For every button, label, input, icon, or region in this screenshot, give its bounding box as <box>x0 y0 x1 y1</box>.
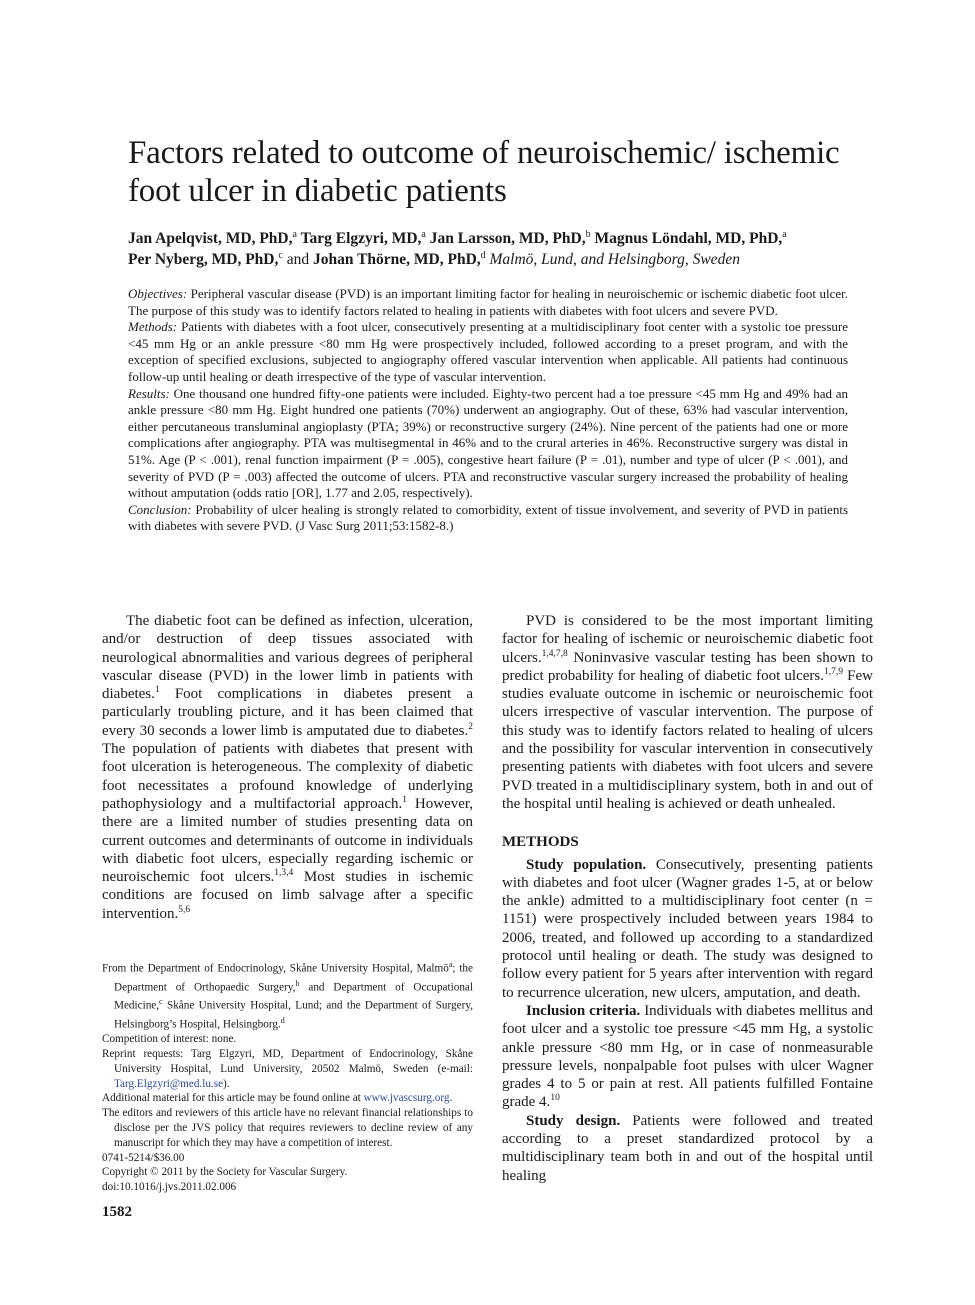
reference-marker[interactable]: 1 <box>154 685 160 696</box>
affiliation-note: From the Department of Endocrinology, Skåne University Hospital, Malmö$^a$; the Department of Orthopaedic Surgery,$^b$ and Department of Occupational Medicine,$^c$ Skåne University Hospital, Lund; and the Department of Surgery, Helsingborg’s Hospital, Helsingborg.$^d$ <box>102 960 474 1031</box>
competition-note: Competition of interest: none. <box>102 1033 237 1046</box>
page-number: 1582 <box>102 1204 132 1220</box>
author-conjunction: and <box>286 251 310 268</box>
abstract-objectives: Objectives: Peripheral vascular disease (PVD) is an important limiting factor for healing in neuroischemic or ischemic diabetic foot ulcer. The purpose of this study was to identify factors related to healing in patients with diabetes with foot ulcers and severe PVD. <box>128 286 848 318</box>
affiliation-marker: a <box>782 228 787 240</box>
issn-note: 0741-5214/$36.00 <box>102 1151 185 1164</box>
email-link[interactable]: Targ.Elgzyri@med.lu.se <box>114 1077 224 1090</box>
affiliation-marker: d <box>480 249 486 261</box>
affiliation-marker: b <box>585 228 591 240</box>
author-name: Per Nyberg, MD, PhD, <box>128 251 279 268</box>
journal-link[interactable]: www.jvascsurg.org <box>363 1092 450 1105</box>
reference-marker[interactable]: 1 <box>402 794 407 805</box>
article-title: Factors related to outcome of neuroischemic/ ischemic foot ulcer in diabetic patients <box>128 135 840 209</box>
abstract-conclusion: Conclusion: Probability of ulcer healing is strongly related to comorbidity, extent of tissue involvement, and severity of PVD in patients with diabetes with severe PVD. (J Vasc Surg 2011;53:1582-8.) <box>128 501 849 534</box>
author-name: Magnus Löndahl, MD, PhD, <box>594 230 783 247</box>
author-name: Jan Larsson, MD, PhD, <box>429 230 586 247</box>
editors-note: The editors and reviewers of this article have no relevant financial relationships to disclose per the JVS policy that requires reviewers to decline review of any manuscript for which they may have a competition of interest. <box>102 1107 473 1149</box>
affiliation-marker: a <box>292 228 297 240</box>
copyright-note: Copyright © 2011 by the Society for Vascular Surgery. <box>102 1166 348 1179</box>
inclusion-criteria-paragraph: Inclusion criteria. Individuals with diabetes mellitus and foot ulcer and a systolic toe pressure <45 mm Hg, a systolic ankle pressure <80 mm Hg, or in case of nonmeasurable pressure levels, nonpalpable foot pulses with ulcer Wagner grades 4 to 5 or pain at rest. All patients fulfilled Fontaine grade 4.10 <box>502 1002 874 1111</box>
abstract-results: Results: One thousand one hundred fifty-one patients were included. Eighty-two percent had a toe pressure <45 mm Hg and 49% had an ankle pressure <80 mm Hg. Eight hundred one patients (70%) underwent an angiography. Out of these, 63% had vascular intervention, either percutaneous transluminal angioplasty (PTA; 39%) or reconstructive surgery (24%). Nine percent of the patients had one or more complications after angiography. PTA was multisegmental in 46% and to the crural arteries in 46%. Reconstructive surgery was distal in 51%. Age (P < .001), renal function impairment (P = .005), congestive heart failure (P = .01), number and type of ulcer (P < .001), and severity of PVD (P = .003) affected the outcome of ulcers. PTA and reconstructive vascular surgery increased the probability of healing without amputation (odds ratio [OR], 1.77 and 2.05, respectively). <box>128 385 848 501</box>
reference-marker[interactable]: 1,7,9 <box>823 666 843 677</box>
affiliation-marker: a <box>421 228 426 240</box>
study-design-paragraph: Study design. Patients were followed and treated according to a preset standardized protocol by a multidisciplinary team both in and out of the hospital until healing <box>502 1112 874 1184</box>
abstract-methods: Methods: Patients with diabetes with a foot ulcer, consecutively presenting at a multidisciplinary foot center with a systolic toe pressure <45 mm Hg or an ankle pressure <80 mm Hg were prospectively included, followed according to a preset program, and with the exception of specified exclusions, subjected to angiography offered vascular intervention when applicable. All patients had continuous follow-up until healing or death irrespective of the type of vascular intervention. <box>128 319 848 384</box>
author-name: Targ Elgzyri, MD, <box>300 230 422 247</box>
author-name: Jan Apelqvist, MD, PhD, <box>128 230 293 247</box>
affiliation-marker: c <box>278 249 283 261</box>
reprint-note: Reprint requests: Targ Elgzyri, MD, Department of Endocrinology, Skåne University Hospital, Lund University, 20502 Malmö, Sweden (e-mail: Targ.Elgzyri@med.lu.se). <box>102 1047 473 1090</box>
reference-marker[interactable]: 2 <box>468 721 473 732</box>
section-heading-methods: METHODS <box>502 834 579 851</box>
intro-paragraph: PVD is considered to be the most important limiting factor for healing of ischemic or neuroischemic diabetic foot ulcers.$^{1,4,7,8}$ Noninvasive vascular testing has been shown to predict probability for healing of diabetic foot ulcers.$^{1,7,9}$ Few studies evaluate outcome in ischemic or neuroischemic foot ulcers irrespective of vascular intervention. The purpose of this study was to identify factors related to healing of ulcers and the possibility for vascular intervention in consecutively presenting patients with diabetes with foot ulcers and severe PVD treated in a multidisciplinary system, both in and out of the hospital until healing is achieved or death unhealed. <box>502 613 873 812</box>
journal-citation: (J Vasc Surg 2011;53:1582-8.) <box>295 518 454 534</box>
study-population-paragraph: Study population. Consecutively, presenting patients with diabetes and foot ulcer (Wagner grades 1-5, at or below the ankle) admitted to a multidisciplinary foot center (n = 1151) were prospectively included between years 1984 to 2006, treated, and followed up according to a standardized protocol until healing or death. The study was designed to follow every patient for 5 years after intervention with regard to recurrence ulceration, new ulcers, amputation, and death. <box>502 856 873 1001</box>
author-name: Johan Thörne, MD, PhD, <box>312 251 481 268</box>
reference-marker[interactable]: 10 <box>550 1093 560 1104</box>
author-list <box>128 228 858 270</box>
reference-marker[interactable]: 1,4,7,8 <box>541 648 568 659</box>
left-column <box>102 612 473 923</box>
footnotes <box>102 958 473 1195</box>
abstract <box>128 286 848 535</box>
author-location: Malmö, Lund, and Helsingborg, Sweden <box>489 251 740 268</box>
intro-paragraph: The diabetic foot can be defined as infection, ulceration, and/or destruction of deep tissues associated with neurological abnormalities and various degrees of peripheral vascular disease (PVD) in the lower limb in patients with diabetes.$^1$ Foot complications in diabetes present a particularly troubling picture, and it has been claimed that every 30 seconds a lower limb is amputated due to diabetes.$^2$ The population of patients with diabetes that present with foot ulceration is heterogeneous. The complexity of diabetic foot necessitates a profound knowledge of underlying pathophysiology and a multifactorial approach.$^1$ However, there are a limited number of studies presenting data on current outcomes and determinants of outcome in individuals with diabetic foot ulcers, especially regarding ischemic or neuroischemic foot ulcers.$^{1,3,4}$ Most studies in ischemic conditions are focused on limb salvage after a specific intervention.$^{5,6}$ <box>102 613 473 922</box>
doi-note: doi:10.1016/j.jvs.2011.02.006 <box>102 1181 237 1194</box>
reference-marker[interactable]: 5,6 <box>178 904 191 915</box>
reference-marker[interactable]: 1,3,4 <box>274 868 294 879</box>
additional-note: Additional material for this article may be found online at www.jvascsurg.org. <box>102 1092 453 1105</box>
right-column <box>502 612 873 1185</box>
